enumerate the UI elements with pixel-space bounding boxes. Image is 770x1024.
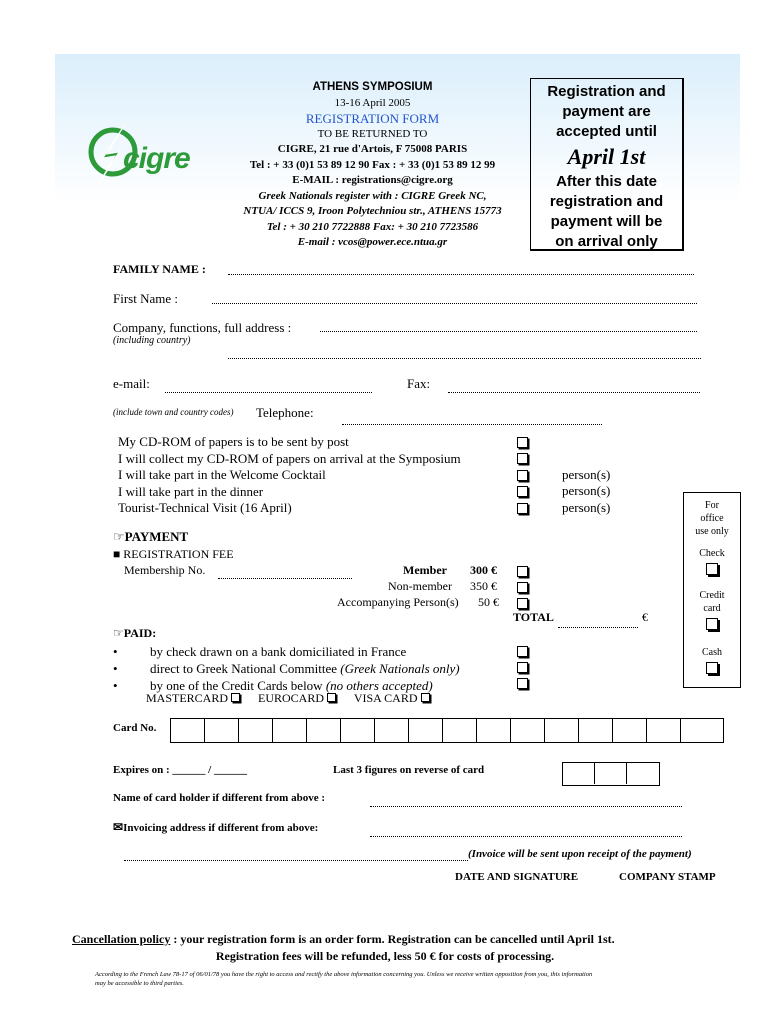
checkbox-eurocard[interactable] <box>327 693 336 702</box>
refund-policy: Registration fees will be refunded, less 50 € for costs of processing. <box>215 949 555 963</box>
phone-note: (include town and country codes) <box>113 407 234 417</box>
office-credit-box[interactable] <box>706 618 718 630</box>
telephone-label: Telephone: <box>256 405 314 420</box>
greek-tel: Tel : + 30 210 7722888 Fax: + 30 210 7723586 <box>266 220 479 233</box>
membership-field[interactable] <box>218 578 352 579</box>
notice-line: payment are <box>562 103 651 120</box>
payment-heading: ☞PAYMENT <box>113 529 189 544</box>
fax-label: Fax: <box>407 376 431 391</box>
mastercard-label: MASTERCARD <box>146 691 229 705</box>
first-name-label: First Name : <box>113 291 178 306</box>
mailbox-icon: ✉ <box>113 820 124 834</box>
return-to: TO BE RETURNED TO <box>317 127 428 140</box>
office-label: office <box>700 513 724 524</box>
eurocard-label: EUROCARD <box>258 691 325 705</box>
non-member-label: Non-member <box>388 579 452 593</box>
company-label: Company, functions, full address : <box>113 320 292 335</box>
checkbox-member[interactable] <box>517 566 528 577</box>
date-signature: DATE AND SIGNATURE <box>455 871 579 883</box>
address-field[interactable] <box>228 358 701 359</box>
pointing-hand-icon: ☞ <box>113 626 124 640</box>
legal-line: may be accessible to third parties. <box>95 980 184 987</box>
registration-fee: ■ REGISTRATION FEE <box>113 547 234 561</box>
office-credit-label: Credit <box>699 590 725 601</box>
family-name-label: FAMILY NAME : <box>113 262 206 276</box>
checkbox-dinner[interactable] <box>517 486 528 497</box>
notice-line: registration and <box>549 193 664 210</box>
office-check-label: Check <box>699 548 725 559</box>
option-dinner: I will take part in the dinner <box>118 483 264 499</box>
card-types <box>146 691 430 706</box>
card-no-label: Card No. <box>113 722 157 734</box>
paid-option-greek: • direct to Greek National Committee (Greek Nationals only) <box>113 661 460 676</box>
pointing-hand-icon: ☞ <box>113 529 125 544</box>
email-field[interactable] <box>165 392 372 393</box>
office-cash-box[interactable] <box>706 662 718 674</box>
options-list <box>118 434 461 517</box>
header-text <box>215 80 530 251</box>
email-label: e-mail: <box>113 376 150 391</box>
checkbox-accompanying[interactable] <box>517 598 528 609</box>
cigre-email: E-MAIL : registrations@cigre.org <box>292 174 453 186</box>
invoicing-label: ✉Invoicing address if different from above: <box>113 820 319 834</box>
first-name-field[interactable] <box>212 303 697 304</box>
office-check-box[interactable] <box>706 563 718 575</box>
member-price: 300 € <box>470 563 497 577</box>
paid-option-check: • by check drawn on a bank domiciliated in France <box>113 644 407 659</box>
option-visit: Tourist-Technical Visit (16 April) <box>118 500 292 515</box>
invoicing-field[interactable] <box>370 836 682 837</box>
option-cocktail: I will take part in the Welcome Cocktail <box>118 467 326 482</box>
office-use-box <box>683 492 741 688</box>
company-stamp: COMPANY STAMP <box>619 871 716 883</box>
legal-line: According to the French Law 78-17 of 06/01/78 you have the right to access and rectify the above information concerning you. Unless we receive written opposition from you, this information <box>95 971 593 978</box>
square-bullet-icon: ■ <box>113 547 121 561</box>
logo-text: cigre <box>123 142 190 175</box>
non-member-price: 350 € <box>470 579 497 593</box>
symposium-dates: 13-16 April 2005 <box>334 96 411 109</box>
including-country: (including country) <box>113 335 191 346</box>
family-name-field[interactable] <box>228 274 694 275</box>
security-code-boxes[interactable] <box>562 762 660 786</box>
cancellation-policy <box>72 932 615 947</box>
office-cash-label: Cash <box>702 647 722 658</box>
visa-label: VISA CARD <box>353 691 418 705</box>
office-label: For <box>705 500 719 511</box>
notice-line: After this date <box>556 173 657 190</box>
checkbox-cdrom-post[interactable] <box>517 437 528 448</box>
greek-email: E-mail : vcos@power.ece.ntua.gr <box>297 236 448 248</box>
symposium-title: ATHENS SYMPOSIUM <box>312 81 433 93</box>
checkbox-pay-greek[interactable] <box>517 662 528 673</box>
cancellation-label: Cancellation policy <box>72 932 171 946</box>
invoicing-field-2[interactable] <box>124 860 468 861</box>
greek-address: NTUA/ ICCS 9, Iroon Polytechniou str., ATHENS 15773 <box>243 205 502 217</box>
invoice-note: (Invoice will be sent upon receipt of the payment) <box>468 848 692 860</box>
option-cdrom-post: My CD-ROM of papers is to be sent by post <box>118 434 349 449</box>
deadline-notice <box>530 78 684 251</box>
notice-line: payment will be <box>550 213 663 230</box>
paid-options <box>113 643 460 694</box>
accompanying-price: 50 € <box>478 595 499 609</box>
cigre-tel-fax: Tel : + 33 (0)1 53 89 12 90 Fax : + 33 (0)1 53 89 12 99 <box>249 158 496 171</box>
checkbox-visit[interactable] <box>517 503 528 514</box>
paid-option-card: • by one of the Credit Cards below (no others accepted) <box>113 678 433 693</box>
checkbox-non-member[interactable] <box>517 582 528 593</box>
card-holder-label: Name of card holder if different from above : <box>113 792 326 804</box>
notice-line: accepted until <box>556 123 657 140</box>
checkbox-mastercard[interactable] <box>231 693 240 702</box>
checkbox-cocktail[interactable] <box>517 470 528 481</box>
checkbox-pay-card[interactable] <box>517 678 528 689</box>
checkbox-cdrom-collect[interactable] <box>517 453 528 464</box>
cigre-logo <box>85 118 195 198</box>
cigre-address: CIGRE, 21 rue d'Artois, F 75008 PARIS <box>277 143 468 155</box>
form-title: REGISTRATION FORM <box>305 111 440 126</box>
member-label: Member <box>403 563 447 577</box>
option-cdrom-collect: I will collect my CD-ROM of papers on arrival at the Symposium <box>118 450 461 466</box>
telephone-field[interactable] <box>342 424 602 425</box>
persons-visit: person(s) <box>562 500 611 515</box>
membership-label: Membership No. <box>124 563 206 577</box>
notice-line: Registration and <box>547 83 666 100</box>
total-label: TOTAL <box>513 610 554 624</box>
notice-line: on arrival only <box>555 233 658 250</box>
notice-date: April 1st <box>567 144 646 169</box>
persons-cocktail: person(s) <box>562 467 611 482</box>
card-holder-field[interactable] <box>370 806 682 807</box>
cancellation-text: : your registration form is an order form. Registration can be cancelled until April 1st. <box>170 932 615 946</box>
persons-dinner: person(s) <box>562 483 611 498</box>
fax-field[interactable] <box>448 392 700 393</box>
total-field[interactable] <box>558 627 638 628</box>
total-currency: € <box>642 610 648 624</box>
card-number-boxes[interactable] <box>170 718 724 743</box>
greek-register: Greek Nationals register with : CIGRE Greek NC, <box>258 189 487 202</box>
checkbox-visa[interactable] <box>421 693 430 702</box>
accompanying-label: Accompanying Person(s) <box>337 595 459 609</box>
last3-label: Last 3 figures on reverse of card <box>333 764 485 776</box>
checkbox-pay-check[interactable] <box>517 646 528 657</box>
office-label: use only <box>695 526 729 537</box>
office-credit-label: card <box>703 603 721 614</box>
company-field[interactable] <box>320 331 697 332</box>
legal-notice <box>95 970 715 988</box>
paid-heading: ☞PAID: <box>113 626 157 640</box>
expires-label: Expires on : ______ / ______ <box>113 764 247 776</box>
